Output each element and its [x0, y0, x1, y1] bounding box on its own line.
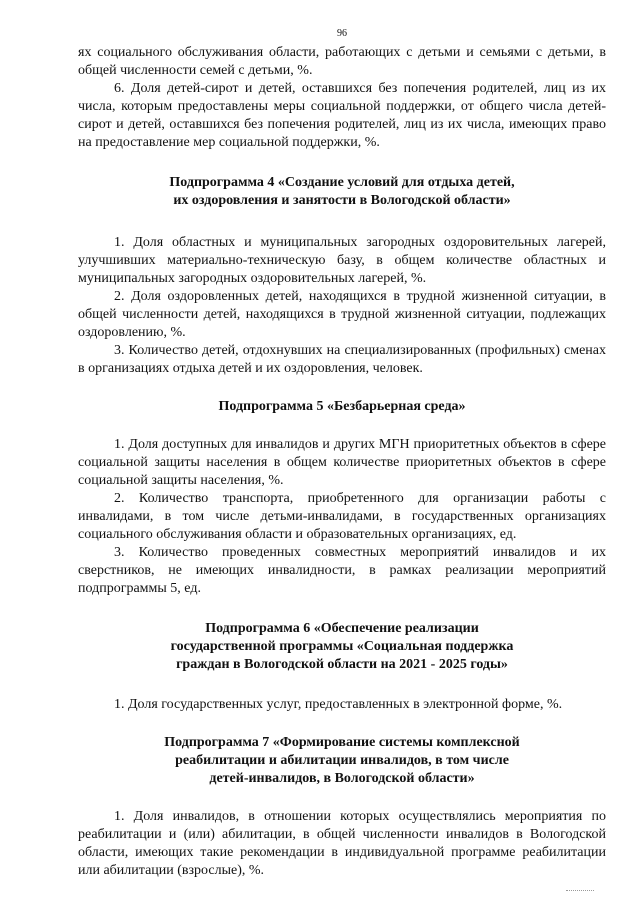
subprogram-5-item-1: 1. Доля доступных для инвалидов и других МГН приоритетных объектов в сфере социальной защиты населения в общем количестве приоритетных объектов в сфере социальной защиты населения, %. — [78, 437, 606, 488]
heading-line: государственной программы «Социальная поддержка — [170, 639, 514, 654]
subprogram-5-item-2: 2. Количество транспорта, приобретенного для организации работы с инвалидами, в том числе детьми-инвалидами, в государственных организациях социального обслуживания области и образовательных организациях, ед. — [78, 491, 606, 542]
heading-line: их оздоровления и занятости в Вологодской области» — [173, 193, 511, 208]
heading-line: реабилитации и абилитации инвалидов, в том числе — [175, 753, 509, 768]
paragraph-item-6: 6. Доля детей-сирот и детей, оставшихся без попечения родителей, лиц из их числа, которым предоставлены меры социальной поддержки, от общего числа детей-сирот и детей, оставшихся без попечения родителей, лиц из их числа, имеющих право на предоставление мер социальной поддержки, %. — [78, 81, 606, 150]
subprogram-4-heading — [78, 174, 606, 210]
subprogram-7-item-1: 1. Доля инвалидов, в отношении которых осуществлялись мероприятия по реабилитации и (или) абилитации, в общей численности инвалидов в Вологодской области, имеющих такие рекомендации в индивидуальной программе реабилитации или абилитации (взрослые), %. — [78, 809, 606, 878]
document-page — [78, 28, 606, 880]
subprogram-4-item-3: 3. Количество детей, отдохнувших на специализированных (профильных) сменах в организациях отдыха детей и их оздоровления, человек. — [78, 343, 606, 376]
page-number: 96 — [337, 28, 347, 39]
subprogram-4-item-1: 1. Доля областных и муниципальных загородных оздоровительных лагерей, улучшивших материально-техническую базу, в общем количестве областных и муниципальных загородных оздоровительных лагерей, %. — [78, 235, 606, 286]
heading-line: детей-инвалидов, в Вологодской области» — [209, 771, 475, 786]
heading-line: Подпрограмма 7 «Формирование системы комплексной — [164, 735, 520, 750]
heading-line: Подпрограмма 4 «Создание условий для отдыха детей, — [169, 175, 515, 190]
subprogram-7-heading — [78, 734, 606, 788]
heading-line: Подпрограмма 6 «Обеспечение реализации — [205, 621, 479, 636]
heading-line: граждан в Вологодской области на 2021 - 2025 годы» — [176, 657, 508, 672]
heading-line: Подпрограмма 5 «Безбарьерная среда» — [218, 399, 466, 414]
paragraph-continuation: ях социального обслуживания области, работающих с детьми и семьями с детьми, в общей численности семей с детьми, %. — [78, 45, 606, 78]
subprogram-6-heading — [78, 620, 606, 674]
scan-artifact — [566, 890, 594, 895]
subprogram-5-item-3: 3. Количество проведенных совместных мероприятий инвалидов и их сверстников, не имеющих инвалидности, в рамках реализации мероприятий подпрограммы 5, ед. — [78, 545, 606, 596]
subprogram-4-item-2: 2. Доля оздоровленных детей, находящихся в трудной жизненной ситуации, в общей численности детей, находящихся в трудной жизненной ситуации, подлежащих оздоровлению, %. — [78, 289, 606, 340]
subprogram-5-heading — [78, 398, 606, 416]
subprogram-6-item-1: 1. Доля государственных услуг, предоставленных в электронной форме, %. — [114, 697, 563, 712]
